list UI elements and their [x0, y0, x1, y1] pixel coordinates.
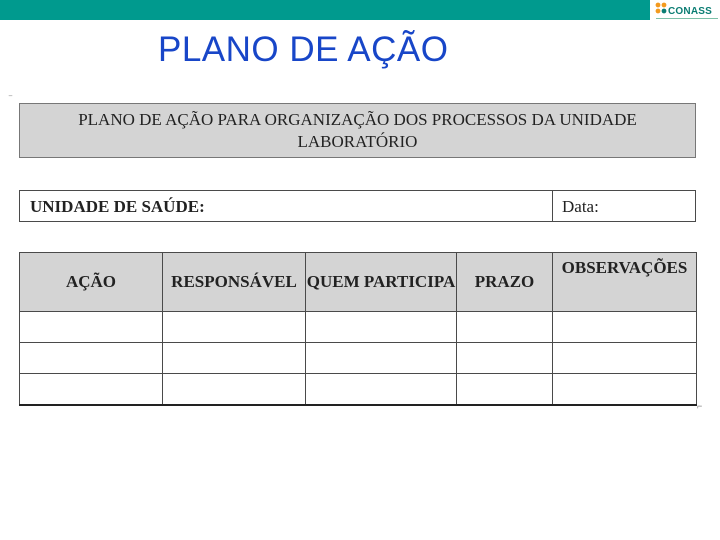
column-header-prazo: PRAZO: [457, 253, 553, 312]
table-cell[interactable]: [20, 374, 163, 406]
table-cell[interactable]: [306, 343, 457, 374]
column-header-observacoes: OBSERVAÇÕES: [553, 253, 697, 312]
table-header-row: [20, 253, 697, 312]
logo-underline: [656, 18, 718, 19]
logo-text: CONASS: [668, 6, 712, 17]
table-row: [20, 343, 697, 374]
table-row: [20, 374, 697, 406]
table-cell[interactable]: [553, 312, 697, 343]
conass-logo: [654, 1, 720, 21]
table-cell[interactable]: [553, 374, 697, 406]
slide-title: PLANO DE AÇÃO: [158, 30, 449, 69]
unit-label: UNIDADE DE SAÚDE:: [30, 197, 205, 216]
table-cell[interactable]: [163, 374, 306, 406]
form-heading: PLANO DE AÇÃO PARA ORGANIZAÇÃO DOS PROCESSOS DA UNIDADE LABORATÓRIO: [78, 109, 637, 151]
form-heading-box: [19, 103, 696, 158]
column-header-acao: AÇÃO: [20, 253, 163, 312]
table-cell[interactable]: [20, 312, 163, 343]
table-cell[interactable]: [163, 312, 306, 343]
table-cell[interactable]: [457, 343, 553, 374]
unit-divider: [552, 191, 553, 221]
table-cell[interactable]: [457, 374, 553, 406]
date-label: Data:: [562, 197, 599, 216]
table-cell[interactable]: [20, 343, 163, 374]
table-cell[interactable]: [306, 312, 457, 343]
table-cell[interactable]: [457, 312, 553, 343]
table-cell[interactable]: [553, 343, 697, 374]
table-cell[interactable]: [163, 343, 306, 374]
table-cell[interactable]: [306, 374, 457, 406]
action-plan-table: [19, 252, 697, 406]
logo-mark-icon: [654, 1, 668, 15]
table-row: [20, 312, 697, 343]
corner-marker: ⌐: [697, 401, 703, 411]
column-header-responsavel: RESPONSÁVEL: [163, 253, 306, 312]
header-bar: [0, 0, 650, 20]
column-header-quem-participa: QUEM PARTICIPA: [306, 253, 457, 312]
corner-marker: ‾: [9, 95, 12, 105]
unit-info-box: [19, 190, 696, 222]
